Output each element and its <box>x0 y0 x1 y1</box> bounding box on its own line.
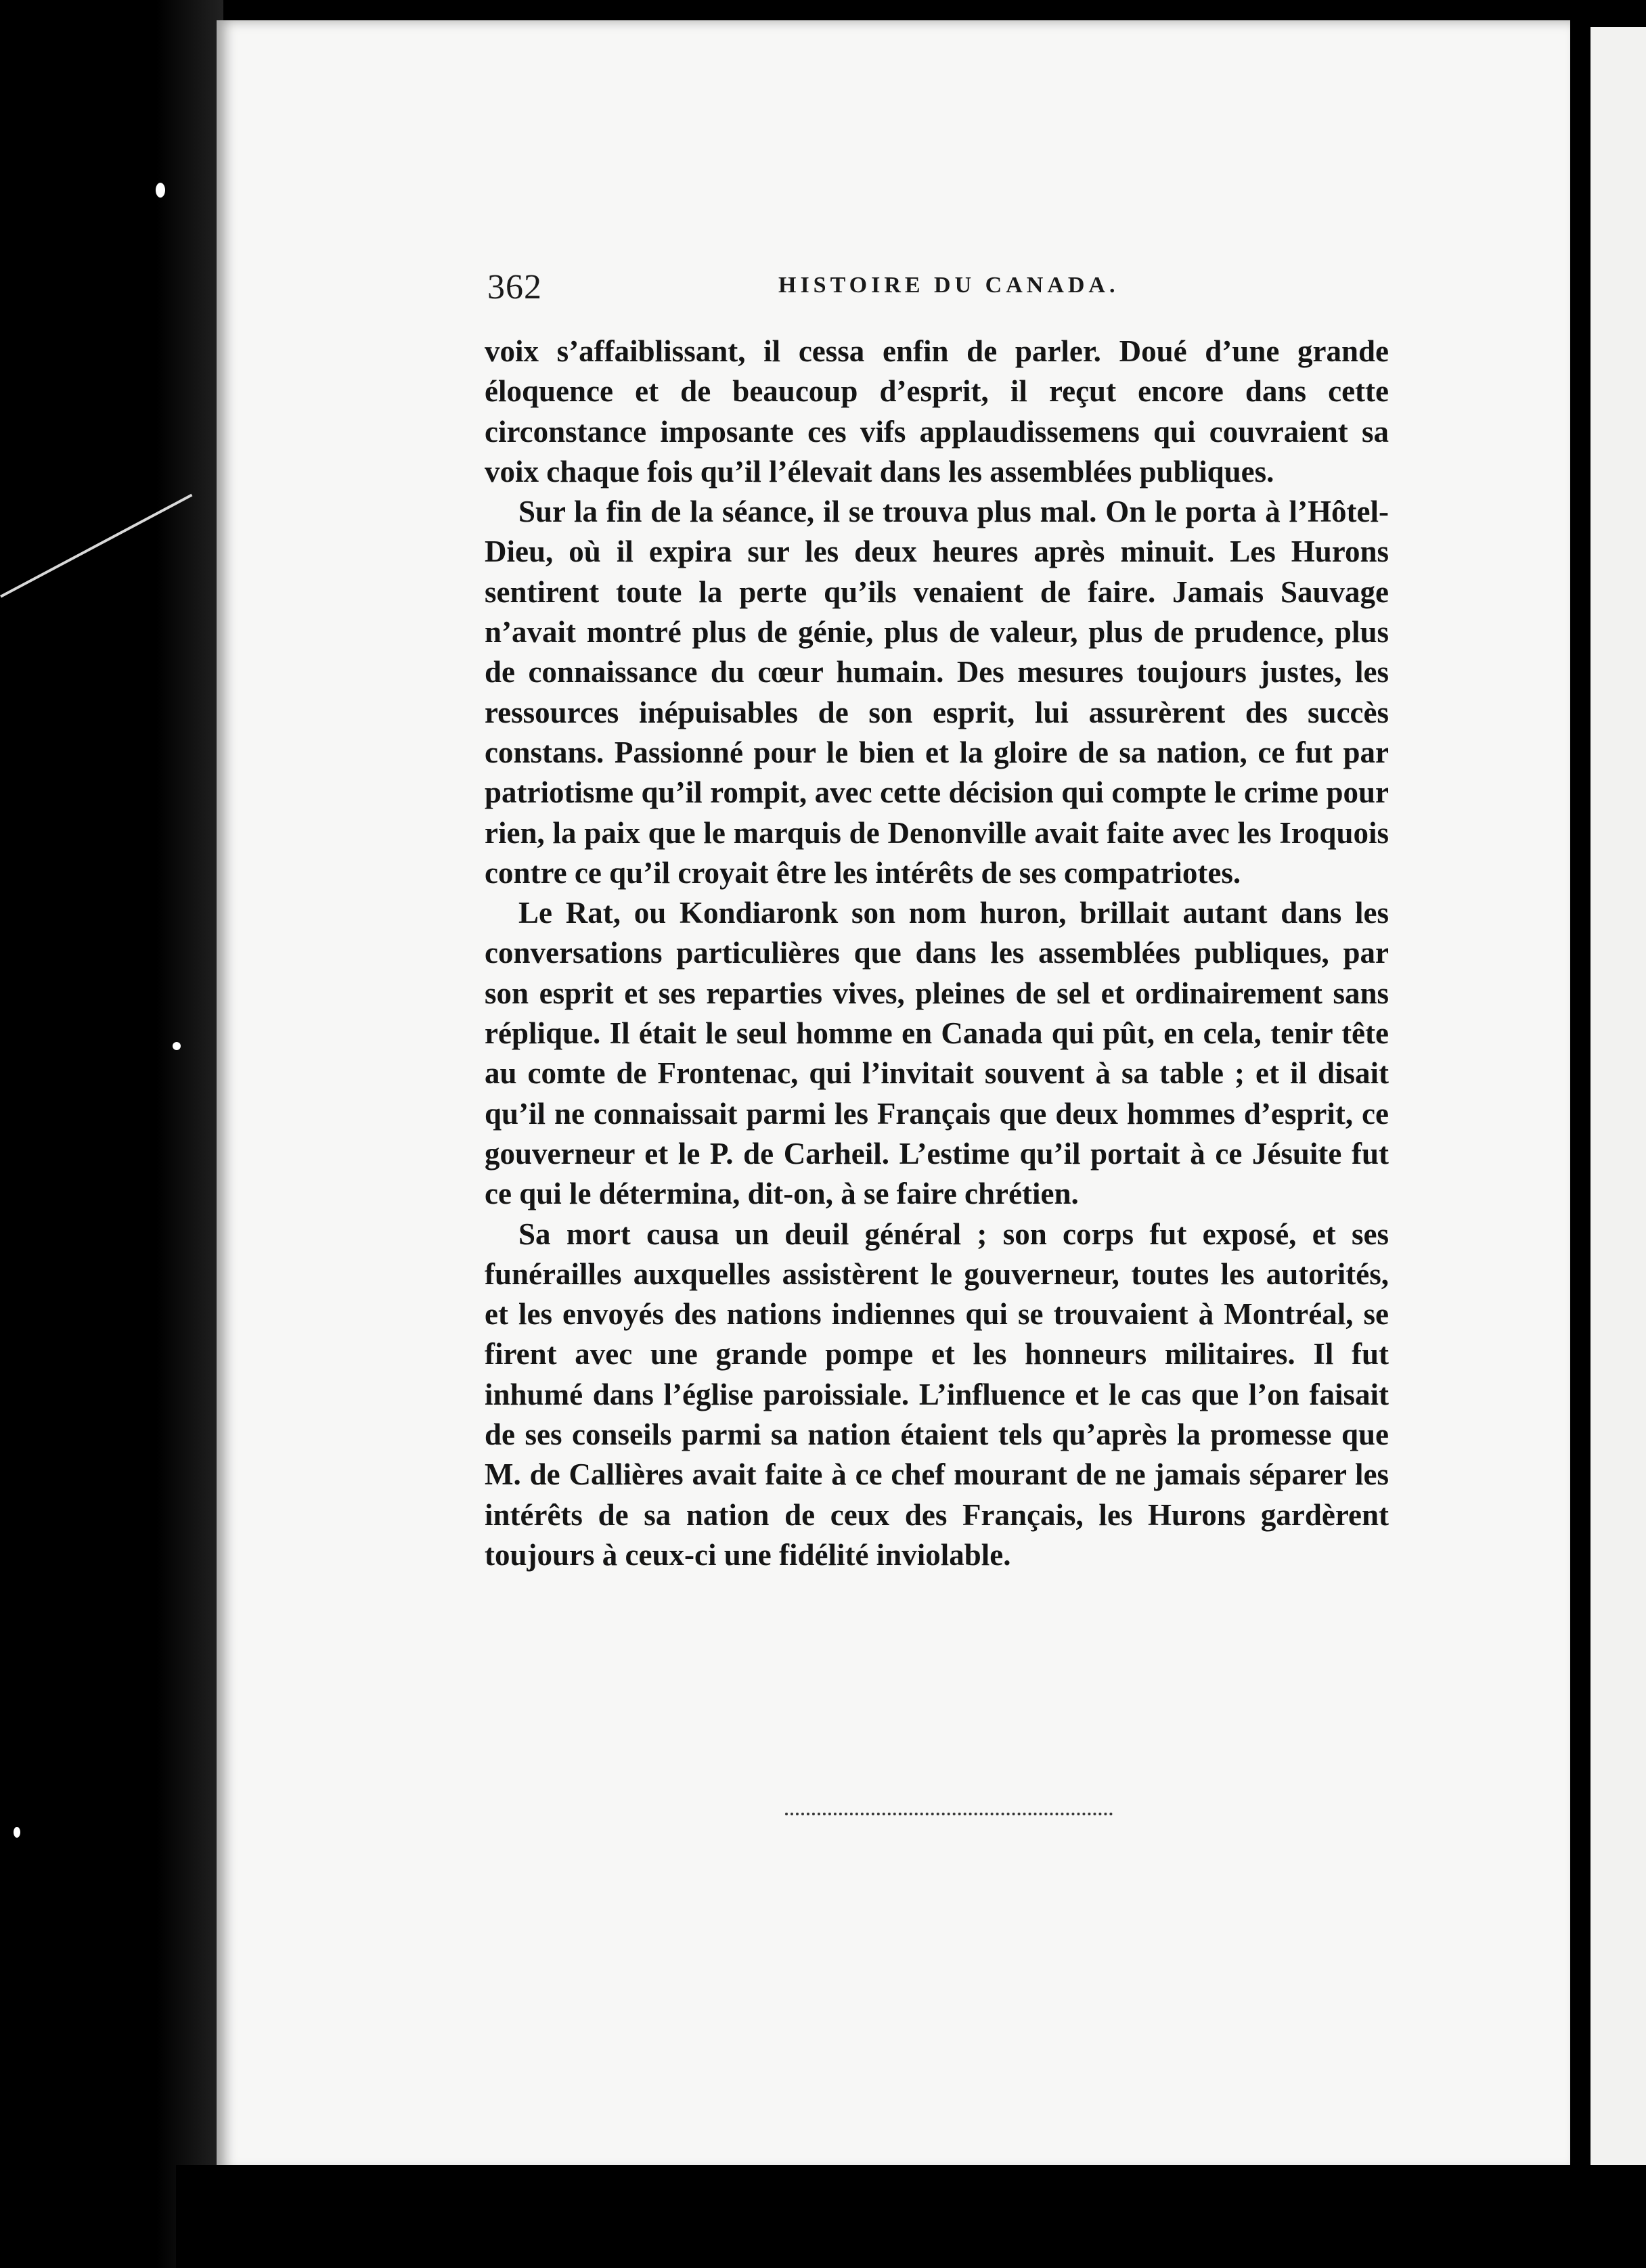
paragraph: Le Rat, ou Kondiaronk son nom huron, brillait autant dans les conversations particulières que dans les assemblées publiques, par son esprit et ses reparties vives, pleines de sel et ordinairement sans réplique. Il était le seul homme en Canada qui pût, en cela, tenir tête au comte de Frontenac, qui l’invitait souvent à sa table ; et il disait qu’il ne connaissait parmi les Français que deux hommes d’esprit, ce gouverneur et le P. de Carheil. L’estime qu’il portait à ce Jésuite fut ce qui le détermina, dit-on, à se faire chrétien. <box>485 896 1389 1211</box>
page-gutter <box>1570 0 1591 2268</box>
scan-left-margin <box>0 0 223 2268</box>
facing-page-edge <box>1591 27 1646 2192</box>
section-end-rule <box>785 1813 1113 1815</box>
page-number: 362 <box>487 268 542 307</box>
scan-speck <box>173 1042 181 1050</box>
scan-speck <box>156 183 165 198</box>
paragraph: Sa mort causa un deuil général ; son corps fut exposé, et ses funérailles auxquelles assistèrent le gouverneur, toutes les autorités, et les envoyés des nations indiennes qui se trouvaient à Montréal, se firent avec une grande pompe et les honneurs militaires. Il fut inhumé dans l’église paroissiale. L’influence et le cas que l’on faisait de ses conseils parmi sa nation étaient tels qu’après la promesse que M. de Callières avait faite à ce chef mourant de ne jamais séparer les intérêts de sa nation de ceux des Français, les Hurons gardèrent toujours à ceux-ci une fidélité inviolable. <box>485 1217 1389 1572</box>
running-title: HISTOIRE DU CANADA. <box>778 273 1119 298</box>
body-text <box>485 332 1389 1575</box>
paragraph: voix s’affaiblissant, il cessa enfin de parler. Doué d’une grande éloquence et de beaucoup d’esprit, il reçut encore dans cette circonstance imposante ces vifs applaudissemens qui couvraient sa voix chaque fois qu’il l’élevait dans les assemblées publiques. <box>485 334 1389 489</box>
scan-speck <box>14 1827 20 1838</box>
paragraph: Sur la fin de la séance, il se trouva plus mal. On le porta à l’Hôtel-Dieu, où il expira sur les deux heures après minuit. Les Hurons sentirent toute la perte qu’ils venaient de faire. Jamais Sauvage n’avait montré plus de génie, plus de valeur, plus de prudence, plus de connaissance du cœur humain. Des mesures toujours justes, les ressources inépuisables de son esprit, lui assurèrent des succès constans. Passionné pour le bien et la gloire de sa nation, ce fut par patriotisme qu’il rompit, avec cette décision qui compte le crime pour rien, la paix que le marquis de Denonville avait faite avec les Iroquois contre ce qu’il croyait être les intérêts de ses compatriotes. <box>485 495 1389 890</box>
scan-bottom-margin <box>176 2165 1646 2268</box>
page-header <box>487 267 1387 308</box>
